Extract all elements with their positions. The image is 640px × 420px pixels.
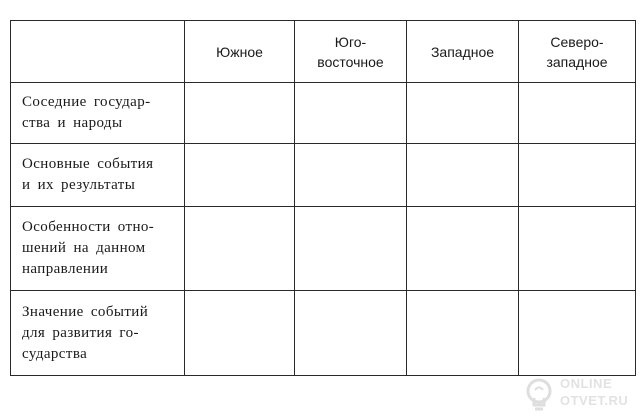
answer-cell[interactable] [185, 207, 295, 291]
row-header-significance [11, 291, 185, 376]
answer-cell[interactable] [185, 83, 295, 144]
answer-cell[interactable] [407, 291, 519, 376]
answer-cell[interactable] [295, 207, 407, 291]
worksheet-table [10, 20, 636, 376]
answer-cell[interactable] [519, 207, 636, 291]
answer-cell[interactable] [407, 83, 519, 144]
answer-cell[interactable] [519, 291, 636, 376]
watermark-line: OTVET.RU [560, 393, 629, 408]
answer-cell[interactable] [407, 207, 519, 291]
column-header-line: восточное [317, 53, 384, 70]
column-header-line: Северо- [550, 33, 604, 50]
table-header-row [11, 21, 636, 83]
table-row [11, 144, 636, 207]
answer-cell[interactable] [295, 144, 407, 207]
row-header-line: Основные события [22, 156, 154, 172]
row-header-events [11, 144, 185, 207]
lightbulb-icon [522, 376, 556, 412]
column-header-south [185, 21, 295, 83]
row-header-line: и их результаты [22, 177, 136, 193]
row-header-line: Значение событий [22, 303, 149, 320]
answer-cell[interactable] [295, 83, 407, 144]
row-header-line: направлении [22, 261, 109, 277]
row-header-neighbors [11, 83, 185, 144]
column-header-line: Западное [430, 43, 495, 60]
table-row [11, 291, 636, 376]
row-header-line: Соседние государ- [22, 94, 151, 110]
table-row [11, 207, 636, 291]
column-header-line: Юго- [334, 33, 367, 50]
site-watermark [522, 372, 632, 416]
column-header-line: западное [546, 53, 608, 70]
column-header-line: Южное [216, 43, 263, 60]
column-header-west [407, 21, 519, 83]
row-header-line: шений на данном [22, 240, 146, 256]
row-header-line: ства и народы [22, 115, 123, 131]
row-header-line: для развития го- [22, 324, 139, 341]
answer-cell[interactable] [185, 144, 295, 207]
row-header-relations [11, 207, 185, 291]
answer-cell[interactable] [185, 291, 295, 376]
column-header-southeast [295, 21, 407, 83]
corner-cell [11, 21, 185, 83]
watermark-line: ONLINE [560, 376, 613, 391]
row-header-line: сударства [22, 345, 88, 362]
answer-cell[interactable] [519, 144, 636, 207]
answer-cell[interactable] [407, 144, 519, 207]
answer-cell[interactable] [519, 83, 636, 144]
column-header-northwest [519, 21, 636, 83]
row-header-line: Особенности отно- [22, 219, 155, 235]
table-row [11, 83, 636, 144]
answer-cell[interactable] [295, 291, 407, 376]
